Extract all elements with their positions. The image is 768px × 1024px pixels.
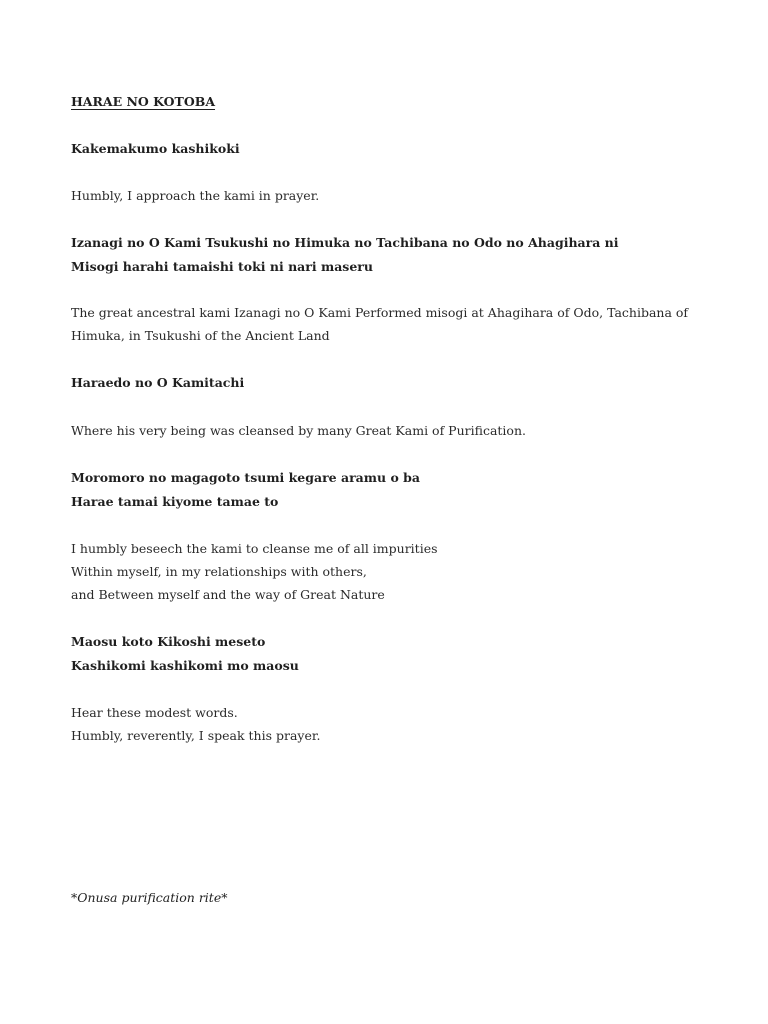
prayer-line-romaji: Kashikomi kashikomi mo maosu (71, 658, 299, 673)
prayer-line-translation: and Between myself and the way of Great Nature (71, 587, 385, 602)
prayer-line-romaji: Haraedo no O Kamitachi (71, 375, 245, 390)
prayer-line-translation: I humbly beseech the kami to cleanse me of all impurities (71, 541, 438, 556)
prayer-line-translation: Where his very being was cleansed by many Great Kami of Purification. (71, 423, 526, 438)
prayer-line-romaji: Maosu koto Kikoshi meseto (71, 634, 266, 649)
prayer-line-romaji: Kakemakumo kashikoki (71, 141, 240, 156)
prayer-line-romaji: Moromoro no magagoto tsumi kegare aramu o ba (71, 470, 420, 485)
document-title: HARAE NO KOTOBA (71, 94, 216, 109)
rite-note: *Onusa purification rite* (71, 890, 228, 905)
prayer-line-translation: Hear these modest words. (71, 705, 238, 720)
prayer-line-translation: Humbly, reverently, I speak this prayer. (71, 728, 321, 743)
prayer-line-romaji: Misogi harahi tamaishi toki ni nari maseru (71, 259, 373, 274)
prayer-line-romaji: Izanagi no O Kami Tsukushi no Himuka no Tachibana no Odo no Ahagihara ni (71, 235, 619, 250)
prayer-line-romaji: Harae tamai kiyome tamae to (71, 494, 279, 509)
prayer-line-translation: Himuka, in Tsukushi of the Ancient Land (71, 328, 330, 343)
prayer-line-translation: Humbly, I approach the kami in prayer. (71, 188, 320, 203)
prayer-line-translation: The great ancestral kami Izanagi no O Kami Performed misogi at Ahagihara of Odo, Tachibana of (71, 305, 689, 320)
prayer-line-translation: Within myself, in my relationships with others, (71, 564, 367, 579)
